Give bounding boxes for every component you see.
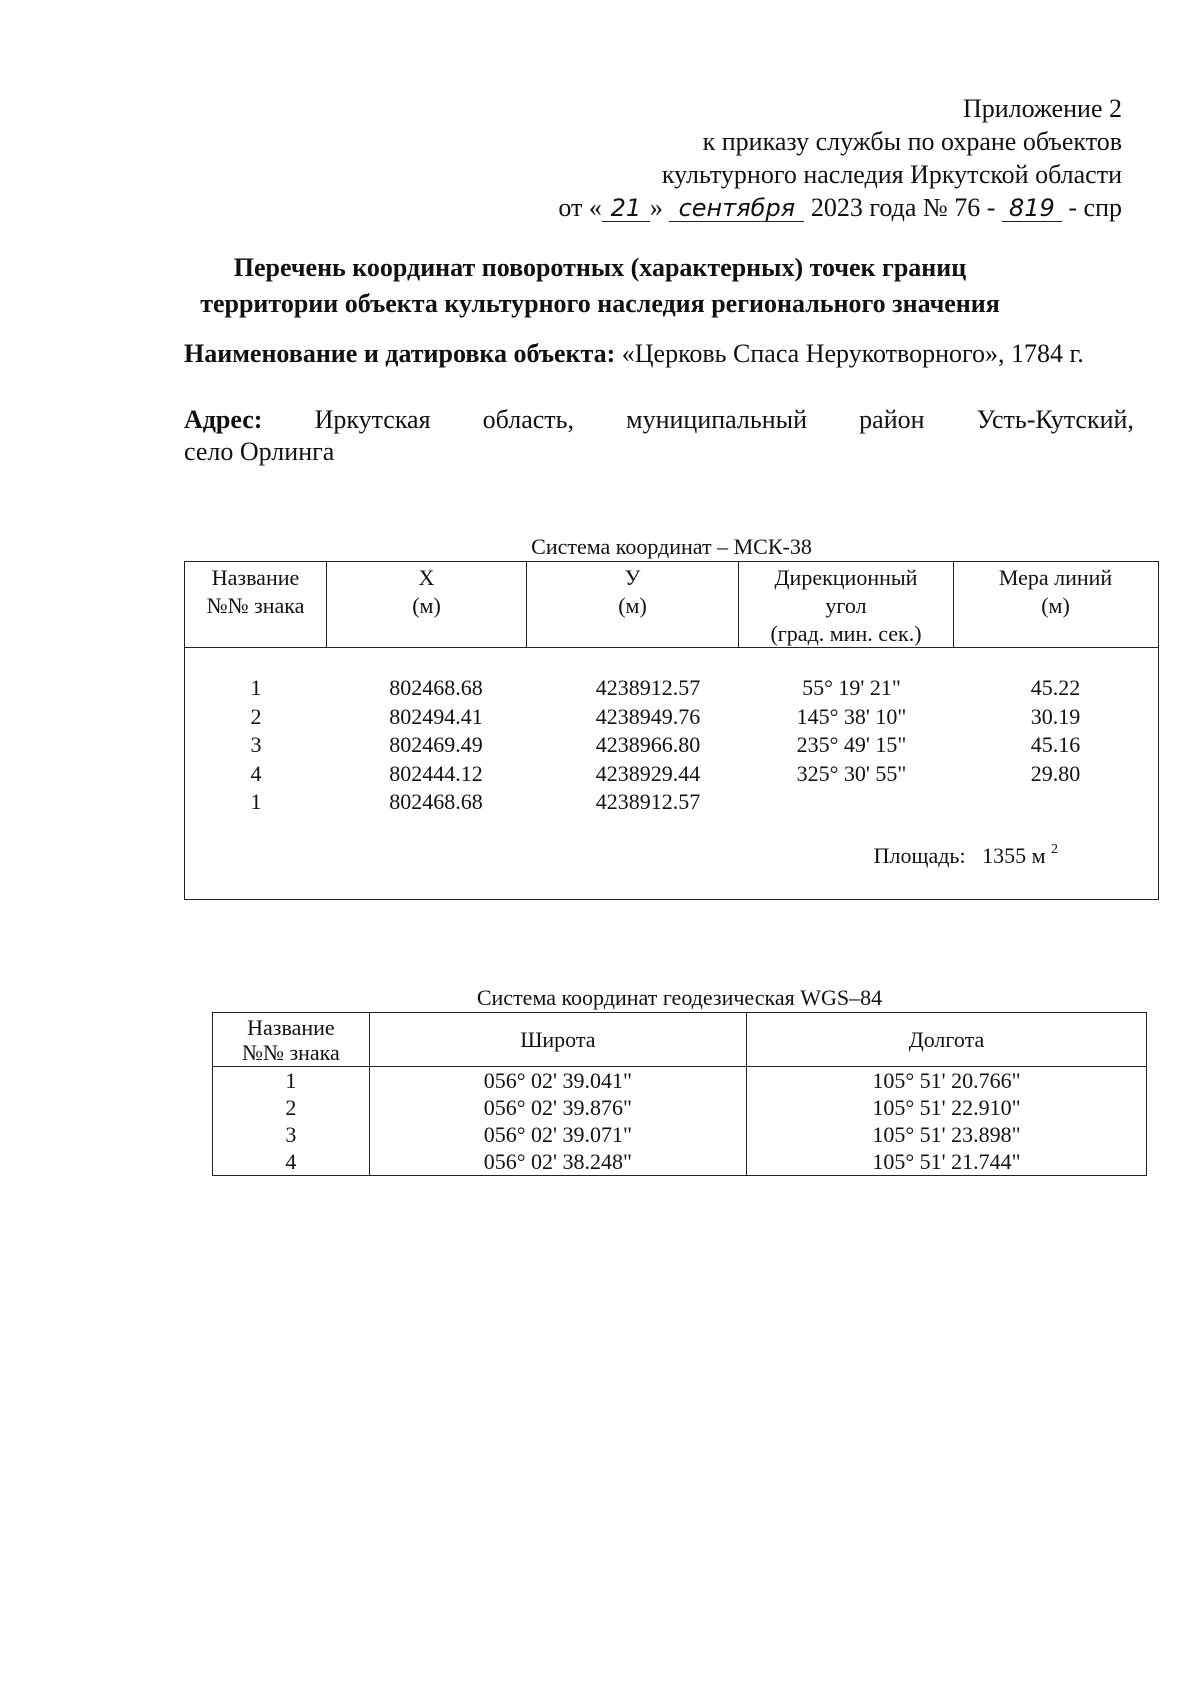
header-text: (град. мин. сек.) bbox=[770, 621, 922, 646]
title-line-2: территории объекта культурного наследия регионального значения bbox=[200, 289, 1000, 318]
cell-x: 802469.49 bbox=[389, 732, 483, 757]
title-line-1: Перечень координат поворотных (характерных) точек границ bbox=[233, 253, 967, 282]
handwritten-order-number: 819 bbox=[1002, 195, 1062, 222]
header-latitude: Широта bbox=[369, 1013, 746, 1067]
cell-length: 29.80 bbox=[1030, 760, 1081, 786]
date-prefix: от « bbox=[558, 193, 602, 222]
msk-coordinates-table bbox=[184, 561, 1159, 900]
area-value: 1355 м bbox=[982, 843, 1046, 868]
cell-length: 45.16 bbox=[1030, 732, 1081, 757]
cell-latitude: 056° 02' 38.248" bbox=[369, 1148, 746, 1176]
header-text: Название bbox=[247, 1014, 335, 1040]
cell-point: 4 bbox=[250, 760, 262, 786]
msk-table-header bbox=[185, 562, 1158, 648]
handwritten-day: 21 bbox=[602, 195, 650, 222]
appendix-date-line bbox=[402, 191, 1122, 224]
cell-y: 4238912.57 bbox=[595, 789, 701, 814]
header-x bbox=[327, 562, 527, 647]
area-summary bbox=[874, 842, 1058, 869]
cell-point: 1 bbox=[250, 789, 262, 814]
cell-angle: 145° 38' 10" bbox=[796, 703, 907, 729]
cell-point: 1 bbox=[213, 1067, 370, 1095]
cell-x: 802494.41 bbox=[389, 703, 483, 729]
address-label: Адрес: bbox=[184, 405, 263, 434]
header-text: (м) bbox=[412, 593, 441, 618]
cell-length: 45.22 bbox=[1030, 675, 1081, 700]
cell-point: 4 bbox=[213, 1148, 370, 1176]
cell-angle: 55° 19' 21" bbox=[802, 675, 901, 700]
date-year-order: 2023 года № 76 - bbox=[810, 193, 996, 222]
cell-length: 30.19 bbox=[1030, 703, 1081, 729]
cell-point: 3 bbox=[250, 732, 262, 757]
object-name-value: «Церковь Спаса Нерукотворного», 1784 г. bbox=[621, 339, 1084, 368]
appendix-number: Приложение 2 bbox=[962, 94, 1122, 123]
cell-y: 4238912.57 bbox=[595, 675, 701, 700]
cell-latitude: 056° 02' 39.876" bbox=[369, 1094, 746, 1121]
cell-longitude: 105° 51' 20.766" bbox=[746, 1067, 1146, 1095]
table-row bbox=[213, 1067, 1147, 1095]
wgs-table-caption: Система координат геодезическая WGS–84 bbox=[476, 985, 883, 1010]
object-name-paragraph bbox=[184, 338, 1134, 370]
cell-point: 2 bbox=[250, 703, 262, 729]
header-text: угол bbox=[825, 593, 867, 618]
header-text: Название bbox=[211, 565, 300, 590]
table-row bbox=[185, 731, 1158, 760]
table-row bbox=[213, 1094, 1147, 1121]
cell-latitude: 056° 02' 39.071" bbox=[369, 1121, 746, 1148]
table-row bbox=[185, 674, 1158, 703]
wgs-coordinates-table bbox=[212, 1012, 1147, 1176]
msk-table-body bbox=[185, 674, 1158, 817]
cell-point: 3 bbox=[213, 1121, 370, 1148]
table-row bbox=[185, 703, 1158, 732]
table-row bbox=[185, 788, 1158, 817]
cell-x: 802444.12 bbox=[389, 760, 483, 786]
cell-longitude: 105° 51' 23.898" bbox=[746, 1121, 1146, 1148]
cell-y: 4238949.76 bbox=[595, 703, 701, 729]
cell-point: 2 bbox=[213, 1094, 370, 1121]
address-word: муниципальный bbox=[626, 405, 808, 434]
cell-latitude: 056° 02' 39.041" bbox=[369, 1067, 746, 1095]
header-text: (м) bbox=[1041, 593, 1070, 618]
address-paragraph bbox=[184, 404, 1134, 468]
order-suffix: - спр bbox=[1068, 193, 1122, 222]
header-text: (м) bbox=[618, 593, 647, 618]
handwritten-month: сентября bbox=[669, 195, 804, 222]
appendix-header bbox=[402, 92, 1122, 224]
header-text: №№ знака bbox=[241, 1039, 340, 1065]
address-word: район bbox=[859, 405, 925, 434]
cell-y: 4238929.44 bbox=[595, 760, 701, 786]
address-line-2: село Орлинга bbox=[184, 437, 335, 466]
header-text: X bbox=[418, 565, 435, 590]
header-line-length bbox=[954, 562, 1157, 647]
cell-y: 4238966.80 bbox=[595, 732, 701, 757]
header-y bbox=[527, 562, 739, 647]
cell-angle: 325° 30' 55" bbox=[796, 760, 907, 786]
header-text: Дирекционный bbox=[774, 565, 918, 590]
table-row bbox=[213, 1121, 1147, 1148]
cell-longitude: 105° 51' 21.744" bbox=[746, 1148, 1146, 1176]
address-word: область, bbox=[482, 405, 575, 434]
header-text: Мера линий bbox=[998, 565, 1113, 590]
cell-angle: 235° 49' 15" bbox=[796, 732, 907, 757]
cell-x: 802468.68 bbox=[389, 789, 483, 814]
date-day-close: » bbox=[649, 193, 663, 222]
msk-table-caption: Система координат – МСК-38 bbox=[531, 534, 812, 559]
table-row bbox=[185, 760, 1158, 789]
appendix-authority: культурного наследия Иркутской области bbox=[661, 160, 1122, 189]
address-line-1 bbox=[184, 404, 1134, 436]
header-longitude: Долгота bbox=[746, 1013, 1146, 1067]
table-row bbox=[213, 1148, 1147, 1176]
address-word: Иркутская bbox=[314, 405, 431, 434]
area-unit-superscript: 2 bbox=[1051, 842, 1058, 857]
address-word: Усть-Кутский, bbox=[976, 405, 1134, 434]
cell-x: 802468.68 bbox=[389, 675, 483, 700]
wgs-table-header bbox=[213, 1013, 1147, 1067]
header-text: У bbox=[624, 565, 641, 590]
cell-point: 1 bbox=[250, 675, 262, 700]
header-text: №№ знака bbox=[206, 593, 305, 618]
cell-length bbox=[954, 788, 1157, 817]
document-title bbox=[130, 250, 1070, 322]
object-name-label: Наименование и датировка объекта: bbox=[184, 339, 616, 368]
appendix-order-ref: к приказу службы по охране объектов bbox=[702, 127, 1122, 156]
header-point-name bbox=[185, 562, 327, 647]
cell-longitude: 105° 51' 22.910" bbox=[746, 1094, 1146, 1121]
header-point-name bbox=[213, 1013, 370, 1067]
cell-angle bbox=[739, 788, 954, 817]
area-label: Площадь: bbox=[873, 843, 966, 868]
header-direction-angle bbox=[739, 562, 954, 647]
